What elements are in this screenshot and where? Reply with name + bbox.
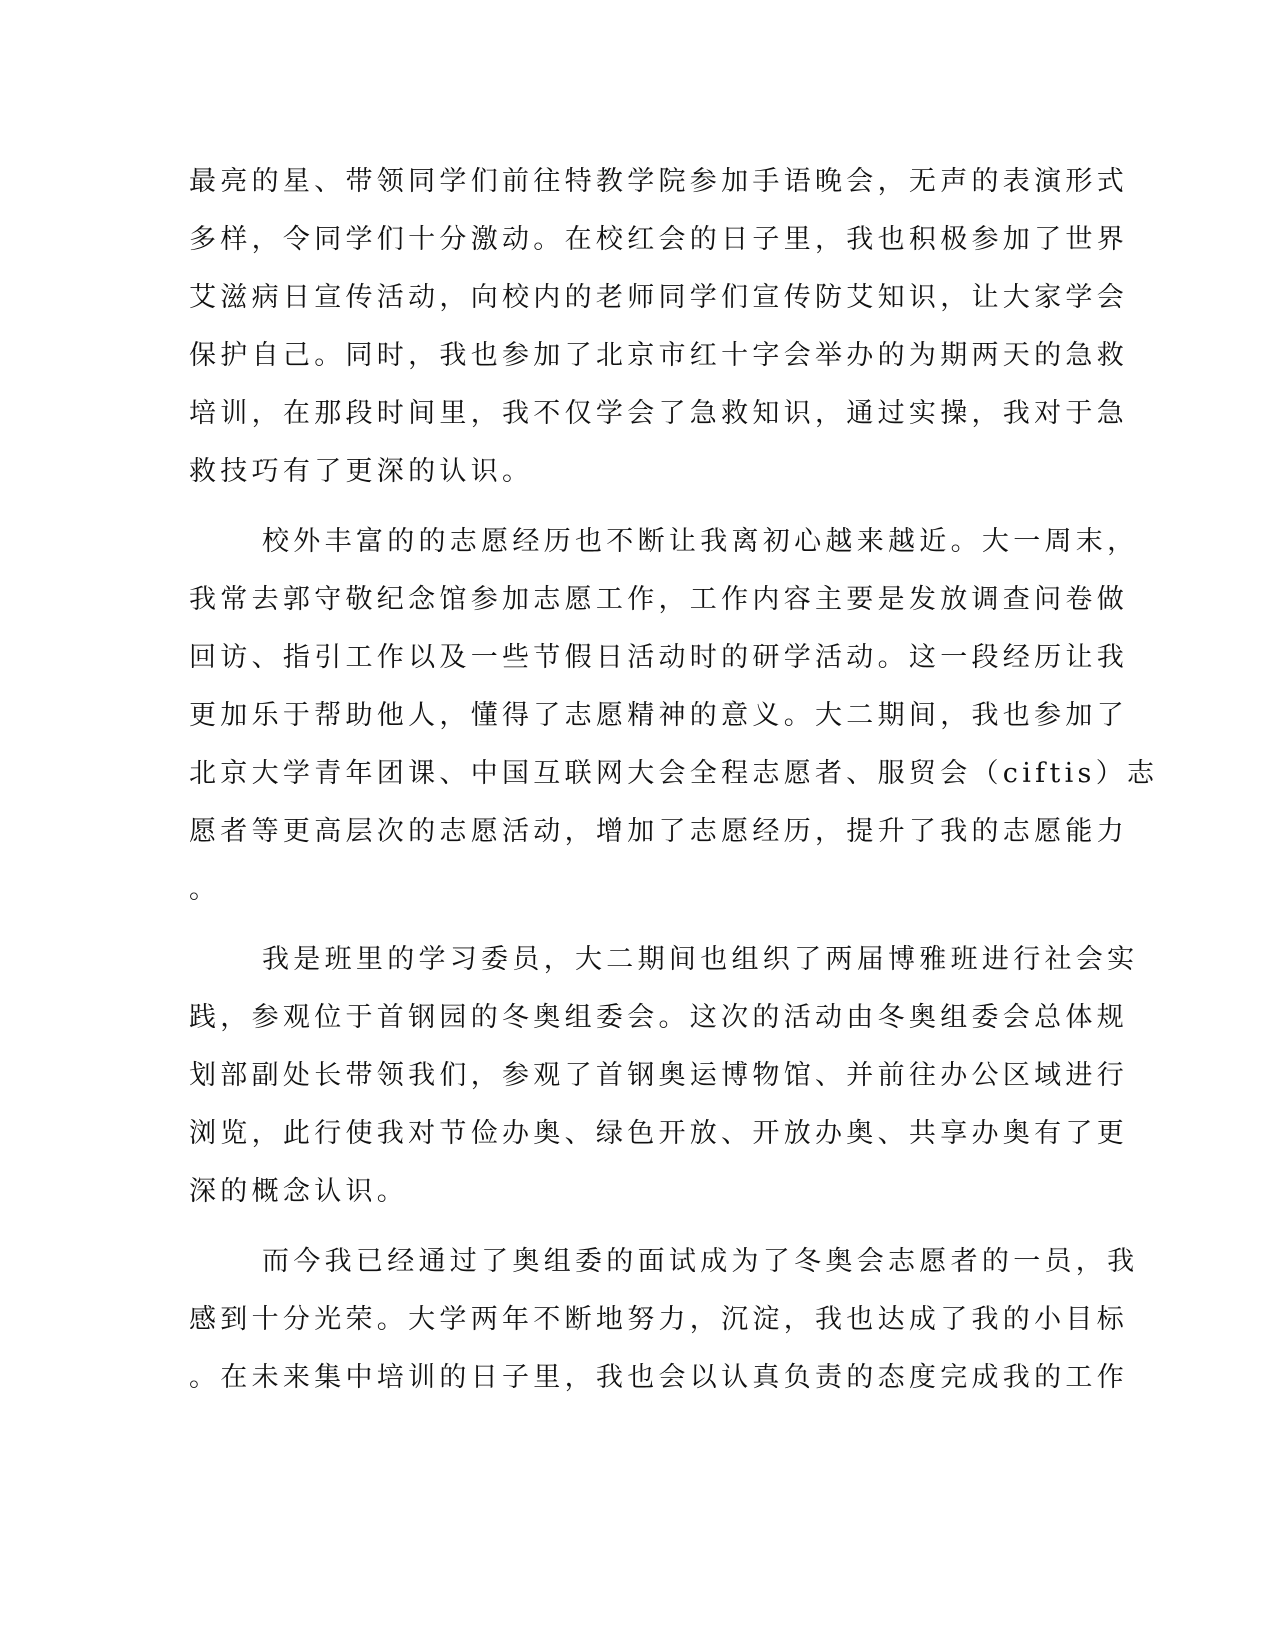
text-line: 保护自己。同时，我也参加了北京市红十字会举办的为期两天的急救 bbox=[189, 340, 1128, 371]
text-line: 感到十分光荣。大学两年不断地努力，沉淀，我也达成了我的小目标 bbox=[189, 1304, 1128, 1335]
text-line: 愿者等更高层次的志愿活动，增加了志愿经历，提升了我的志愿能力 bbox=[189, 816, 1128, 847]
text-line: 多样，令同学们十分激动。在校红会的日子里，我也积极参加了世界 bbox=[189, 224, 1128, 255]
text-line: 践，参观位于首钢园的冬奥组委会。这次的活动由冬奥组委会总体规 bbox=[189, 1002, 1128, 1033]
text-line: 培训，在那段时间里，我不仅学会了急救知识，通过实操，我对于急 bbox=[189, 398, 1128, 429]
text-line: 回访、指引工作以及一些节假日活动时的研学活动。这一段经历让我 bbox=[189, 642, 1128, 673]
text-line: 我常去郭守敬纪念馆参加志愿工作，工作内容主要是发放调查问卷做 bbox=[189, 584, 1128, 615]
text-line: 。在未来集中培训的日子里，我也会以认真负责的态度完成我的工作 bbox=[189, 1362, 1128, 1393]
text-line: 救技巧有了更深的认识。 bbox=[189, 456, 534, 487]
paragraph-start-line: 我是班里的学习委员，大二期间也组织了两届博雅班进行社会实 bbox=[262, 944, 1139, 975]
paragraph-start-line: 而今我已经通过了奥组委的面试成为了冬奥会志愿者的一员，我 bbox=[262, 1246, 1139, 1277]
text-line: 北京大学青年团课、中国互联网大会全程志愿者、服贸会（ciftis）志 bbox=[189, 758, 1159, 789]
text-line: 。 bbox=[189, 874, 221, 905]
text-line: 最亮的星、带领同学们前往特教学院参加手语晚会，无声的表演形式 bbox=[189, 166, 1128, 197]
paragraph-start-line: 校外丰富的的志愿经历也不断让我离初心越来越近。大一周末， bbox=[262, 526, 1139, 557]
text-line: 艾滋病日宣传活动，向校内的老师同学们宣传防艾知识，让大家学会 bbox=[189, 282, 1128, 313]
text-line: 更加乐于帮助他人，懂得了志愿精神的意义。大二期间，我也参加了 bbox=[189, 700, 1128, 731]
text-line: 划部副处长带领我们，参观了首钢奥运博物馆、并前往办公区域进行 bbox=[189, 1060, 1128, 1091]
text-line: 深的概念认识。 bbox=[189, 1176, 409, 1207]
text-line: 浏览，此行使我对节俭办奥、绿色开放、开放办奥、共享办奥有了更 bbox=[189, 1118, 1128, 1149]
